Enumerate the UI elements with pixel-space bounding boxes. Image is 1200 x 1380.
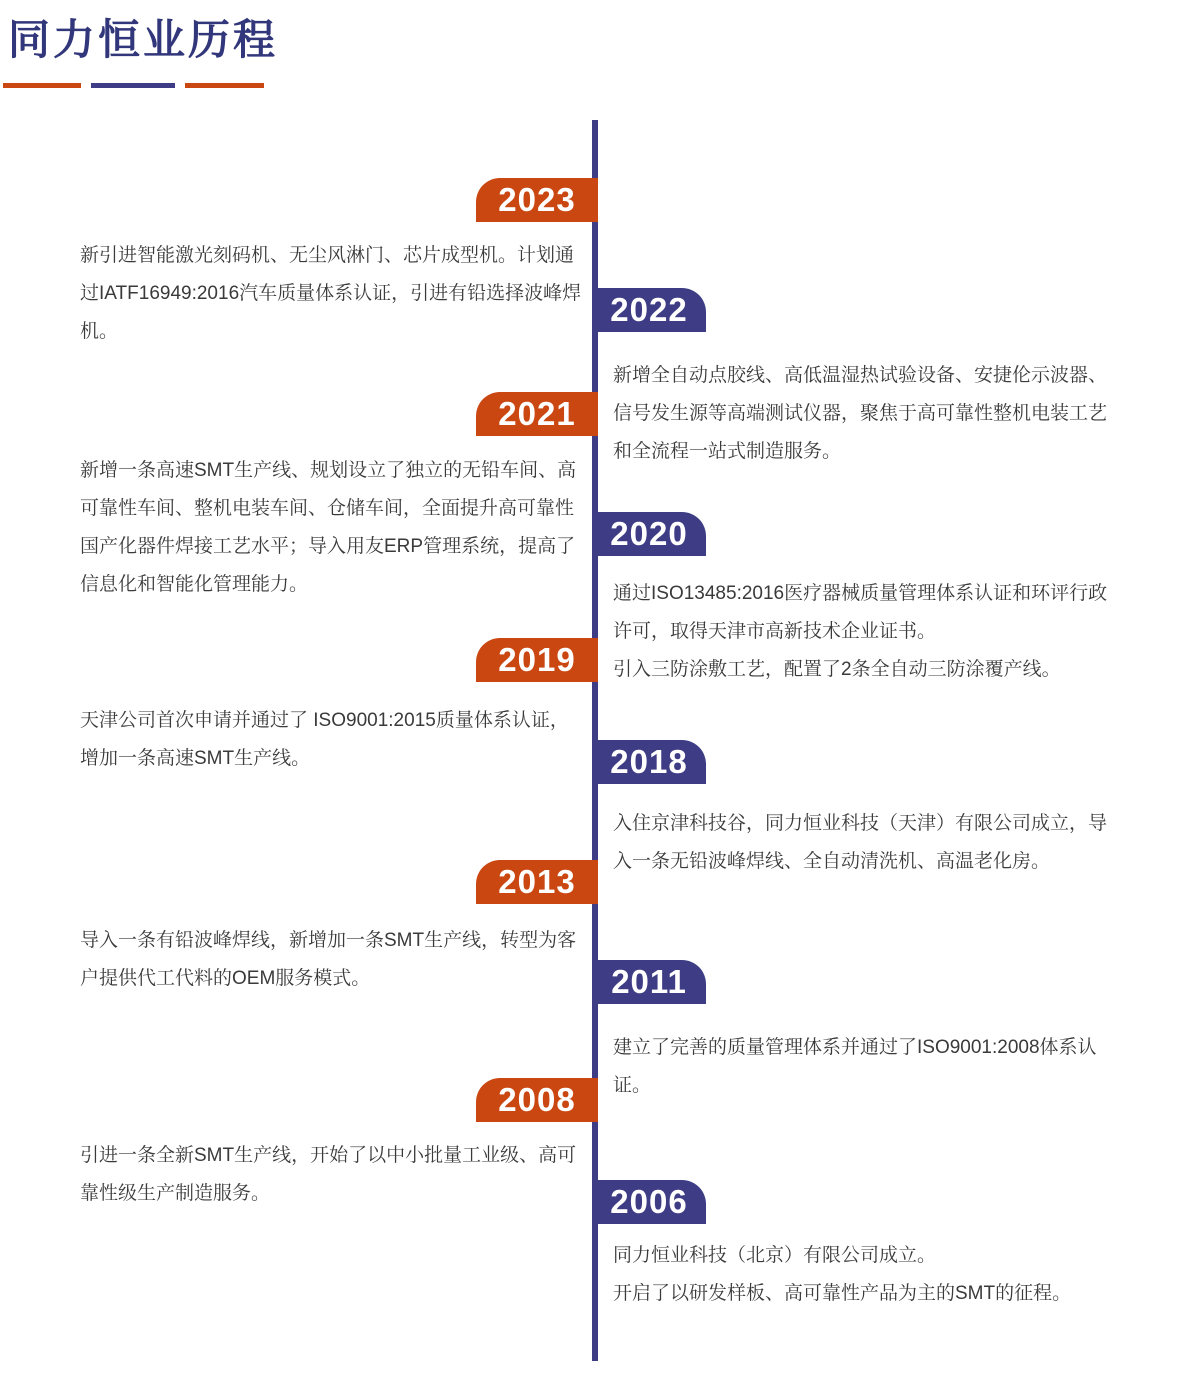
milestone-paragraph: 入住京津科技谷，同力恒业科技（天津）有限公司成立，导入一条无铅波峰焊线、全自动清洗机、高温老化房。 <box>613 813 1108 872</box>
milestone-description <box>613 805 1119 881</box>
milestone-description <box>80 1137 585 1213</box>
milestone-description <box>613 1029 1119 1105</box>
milestone-description <box>80 702 585 778</box>
year-badge: 2013 <box>476 860 598 904</box>
year-badge: 2006 <box>592 1180 706 1224</box>
year-badge: 2018 <box>592 740 706 784</box>
year-badge: 2008 <box>476 1078 598 1122</box>
milestone-description <box>613 1237 1119 1313</box>
milestone-description <box>80 452 585 604</box>
milestone-paragraph: 建立了完善的质量管理体系并通过了ISO9001:2008体系认证。 <box>613 1037 1097 1096</box>
year-badge: 2022 <box>592 288 706 332</box>
page-title: 同力恒业历程 <box>8 16 279 63</box>
milestone-paragraph: 开启了以研发样板、高可靠性产品为主的SMT的征程。 <box>613 1283 1072 1304</box>
year-badge: 2023 <box>476 178 598 222</box>
milestone-description <box>80 922 585 998</box>
milestone-description <box>613 357 1119 471</box>
year-badge: 2020 <box>592 512 706 556</box>
milestone-paragraph: 天津公司首次申请并通过了 ISO9001:2015质量体系认证，增加一条高速SMT生产线。 <box>80 710 569 769</box>
milestone-paragraph: 新增全自动点胶线、高低温湿热试验设备、安捷伦示波器、信号发生源等高端测试仪器，聚焦于高可靠性整机电装工艺和全流程一站式制造服务。 <box>613 365 1108 462</box>
milestone-paragraph: 通过ISO13485:2016医疗器械质量管理体系认证和环评行政许可，取得天津市高新技术企业证书。 <box>613 583 1108 642</box>
year-badge: 2019 <box>476 638 598 682</box>
year-badge: 2011 <box>592 960 706 1004</box>
milestone-paragraph: 引入三防涂敷工艺，配置了2条全自动三防涂覆产线。 <box>613 659 1061 680</box>
milestone-description <box>80 237 585 351</box>
milestone-paragraph: 新引进智能激光刻码机、无尘风淋门、芯片成型机。计划通过IATF16949:2016汽车质量体系认证，引进有铅选择波峰焊机。 <box>80 245 582 342</box>
milestone-paragraph: 导入一条有铅波峰焊线，新增加一条SMT生产线，转型为客户提供代工代料的OEM服务模式。 <box>80 930 577 989</box>
milestone-description <box>613 575 1119 689</box>
year-badge: 2021 <box>476 392 598 436</box>
milestone-paragraph: 同力恒业科技（北京）有限公司成立。 <box>613 1245 937 1266</box>
milestone-paragraph: 引进一条全新SMT生产线，开始了以中小批量工业级、高可靠性级生产制造服务。 <box>80 1145 577 1204</box>
milestone-paragraph: 新增一条高速SMT生产线、规划设立了独立的无铅车间、高可靠性车间、整机电装车间、仓储车间，全面提升高可靠性国产化器件焊接工艺水平；导入用友ERP管理系统，提高了信息化和智能化管理能力。 <box>80 460 577 595</box>
